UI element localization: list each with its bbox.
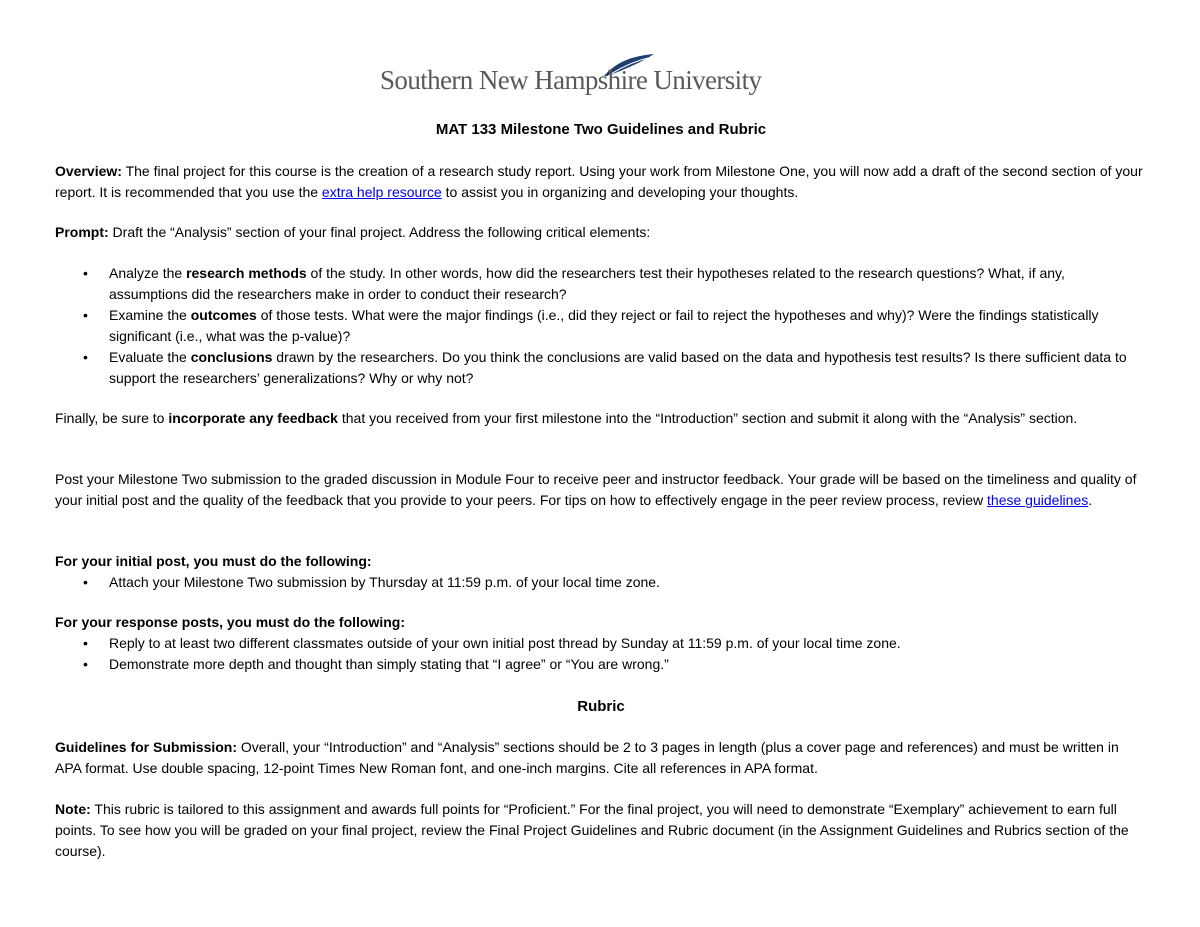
guidelines-paragraph [55,737,1147,779]
list-item [55,633,1147,654]
rubric-heading: Rubric [577,698,625,715]
page-title: MAT 133 Milestone Two Guidelines and Rubric [435,121,767,138]
element-pre: Analyze the [109,265,187,281]
guidelines-text: Overall, your “Introduction” and “Analysis” sections should be 2 to 3 pages in length (plus a cover page and references) and must be written in APA format. Use double spacing, 12-point Times New Roman font, and one-inch margins. Cite all references in APA format. [55,739,1119,776]
extra-help-resource-link[interactable]: extra help resource [321,184,442,200]
element-pre: Evaluate the [109,349,191,365]
bullet-icon: • [83,307,88,323]
finally-bold: incorporate any feedback [168,410,338,426]
element-pre: Examine the [109,307,191,323]
finally-paragraph [55,408,1147,429]
list-item [55,347,1147,389]
guidelines-label: Guidelines for Submission: [55,739,238,755]
list-item [55,305,1147,347]
overview-text-1: The final project for this course is the creation of a research study report. Using your work from Milestone One, you will now add a draft of the second section of your report. It is recommended that you use the [55,163,1143,200]
response-post-item: Demonstrate more depth and thought than simply stating that “I agree” or “You are wrong.” [109,656,669,672]
initial-post-heading: For your initial post, you must do the following: [55,553,372,569]
response-posts-heading: For your response posts, you must do the following: [55,614,406,630]
list-item [55,263,1147,305]
overview-label: Overview: [55,163,122,179]
note-text: This rubric is tailored to this assignment and awards full points for “Proficient.” For the final project, you will need to demonstrate “Exemplary” achievement to earn full points. To see how you will be graded on your final project, review the Final Project Guidelines and Rubric document (in the Assignment Guidelines and Rubrics section of the course). [55,801,1129,859]
logo-text: Southern New Hampshire University [380,65,762,95]
university-logo [380,52,762,104]
list-item [55,572,1147,593]
prompt-text: Draft the “Analysis” section of your final project. Address the following critical elements: [108,224,651,240]
list-item [55,654,1147,675]
overview-paragraph [55,161,1147,203]
initial-post-item: Attach your Milestone Two submission by Thursday at 11:59 p.m. of your local time zone. [109,574,660,590]
post-end: . [1088,492,1093,508]
bullet-icon: • [83,265,88,281]
element-post: of the study. In other words, how did the researchers test their hypotheses related to the research questions? What, if any, assumptions did the researchers make in order to conduct their research? [109,265,1065,302]
element-bold: research methods [186,265,307,281]
critical-elements-list [55,263,1147,389]
bullet-icon: • [83,656,88,672]
bullet-icon: • [83,574,88,590]
response-post-item: Reply to at least two different classmates outside of your own initial post thread by Sunday at 11:59 p.m. of your local time zone. [109,635,901,651]
element-bold: conclusions [190,349,273,365]
element-bold: outcomes [190,307,257,323]
finally-post: that you received from your first milestone into the “Introduction” section and submit it along with the “Analysis” section. [337,410,1078,426]
prompt-paragraph [55,222,1147,243]
element-post: of those tests. What were the major findings (i.e., did they reject or fail to reject the hypotheses and why)? Were the findings statistically significant (i.e., what was the p-value)? [109,307,1099,344]
element-post: drawn by the researchers. Do you think the conclusions are valid based on the data and hypothesis test results? Is there sufficient data to support the researchers’ generalizations? Why or why not? [109,349,1127,386]
these-guidelines-link[interactable]: these guidelines [987,492,1089,508]
initial-post-section [55,551,1147,593]
prompt-label: Prompt: [55,224,109,240]
post-text: Post your Milestone Two submission to the graded discussion in Module Four to receive peer and instructor feedback. Your grade will be based on the timeliness and quality of your initial post and the quality of the feedback that you provide to your peers. For tips on how to effectively engage in the peer review process, review [55,471,1137,508]
bullet-icon: • [83,349,88,365]
bullet-icon: • [83,635,88,651]
response-posts-section [55,612,1147,675]
finally-pre: Finally, be sure to [55,410,169,426]
post-paragraph [55,469,1147,511]
overview-text-2: to assist you in organizing and developing your thoughts. [441,184,799,200]
note-paragraph [55,799,1147,862]
note-label: Note: [55,801,91,817]
